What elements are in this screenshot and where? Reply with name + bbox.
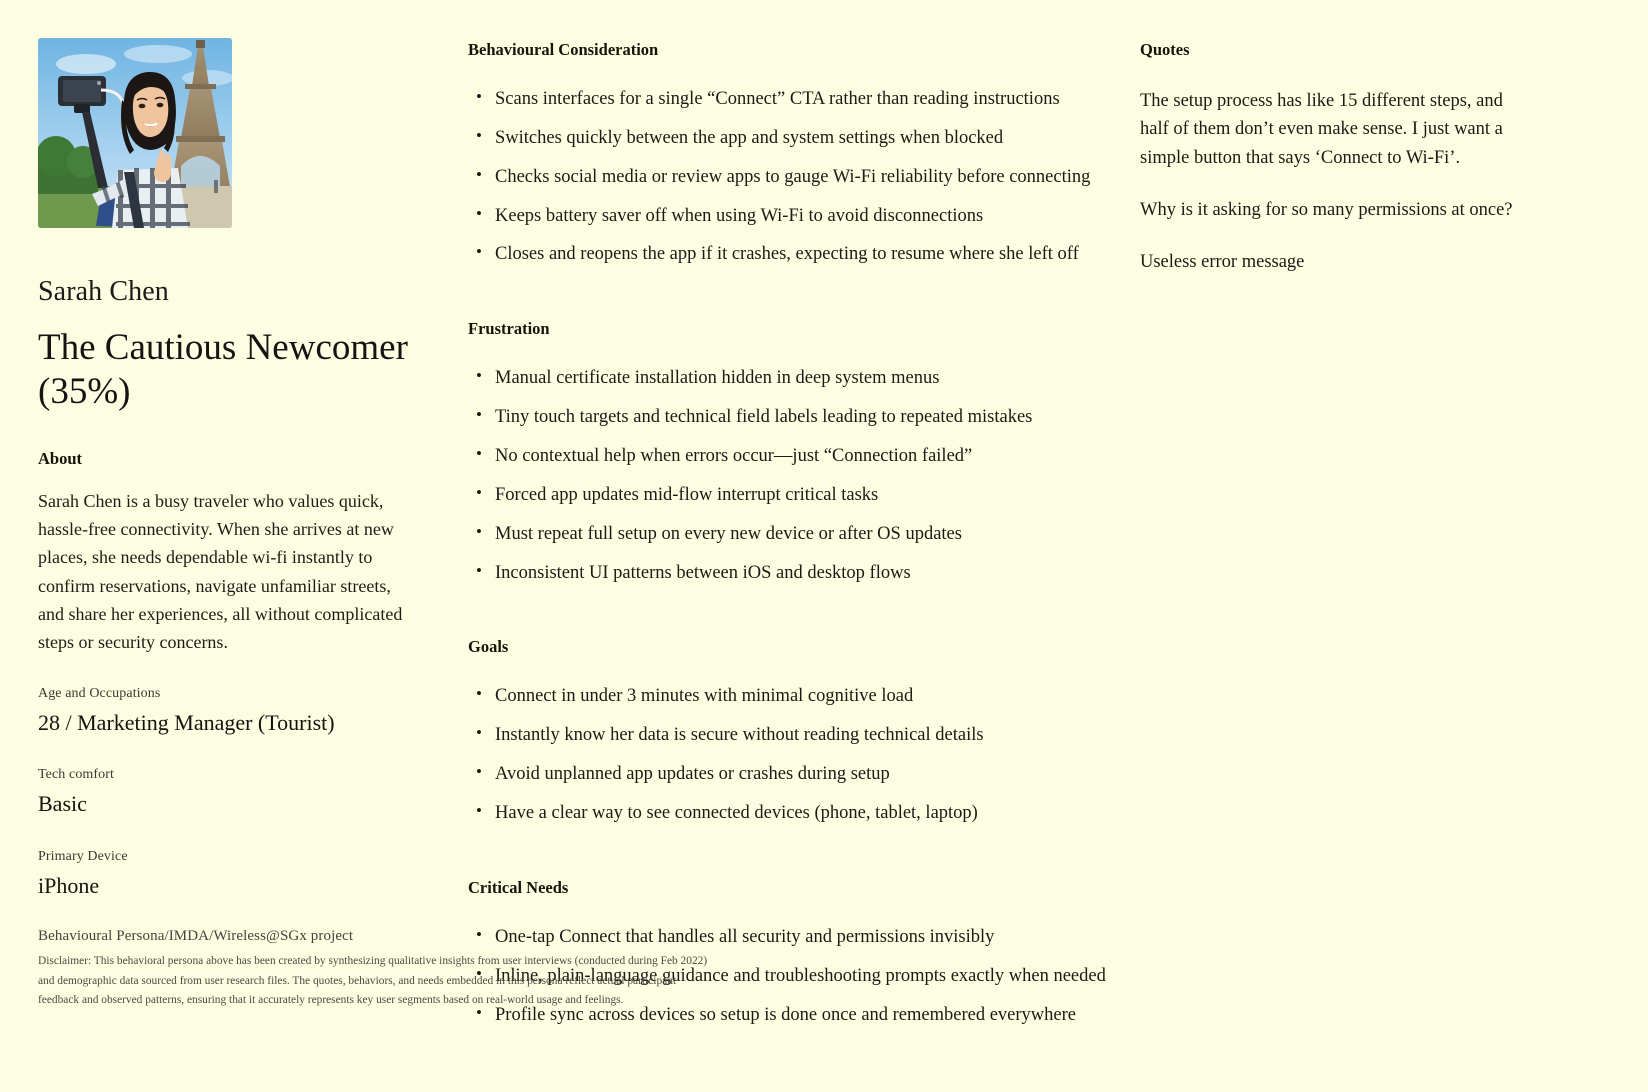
section-heading: Goals (468, 637, 509, 657)
section-goals (468, 637, 1108, 827)
field-label-primary-device: Primary Device (38, 848, 128, 864)
quote-item: Why is it asking for so many permissions at once? (1140, 199, 1513, 220)
section-spacer (468, 838, 1108, 878)
list-item: • Keeps battery saver off when using Wi-Fi to avoid disconnections (468, 202, 1108, 231)
list-item: • Avoid unplanned app updates or crashes during setup (468, 760, 1108, 789)
about-text: Sarah Chen is a busy traveler who values quick, hassle-free connectivity. When she arrives at new places, she needs dependable wi-fi instantly to confirm reservations, navigate unfamiliar streets, and share her experiences, all without complicated steps or security concerns. (38, 491, 403, 652)
quote-item: Useless error message (1140, 252, 1305, 273)
quote-item: The setup process has like 15 different steps, and half of them don’t even make sense. I just want a simple button that says ‘Connect to Wi-Fi’. (1140, 91, 1503, 168)
list-item: • Instantly know her data is secure without reading technical details (468, 721, 1108, 750)
bullet-list (468, 682, 1108, 827)
field-value-primary-device: iPhone (38, 872, 100, 898)
section-heading: Frustration (468, 319, 550, 339)
list-item: • Forced app updates mid-flow interrupt critical tasks (468, 481, 1108, 510)
section-heading: Behavioural Consideration (468, 40, 659, 59)
list-item: • Scans interfaces for a single “Connect” CTA rather than reading instructions (468, 85, 1108, 114)
list-item: • Checks social media or review apps to gauge Wi-Fi reliability before connecting (468, 163, 1108, 192)
field-value-age-occupation: 28 / Marketing Manager (Tourist) (38, 709, 335, 735)
field-label-tech-comfort: Tech comfort (38, 767, 115, 783)
list-item: • Switches quickly between the app and system settings when blocked (468, 124, 1108, 153)
persona-quotes-column (1140, 40, 1540, 276)
section-behavioural-consideration (468, 40, 1108, 269)
list-item: • Tiny touch targets and technical field labels leading to repeated mistakes (468, 403, 1108, 432)
list-item: • Must repeat full setup on every new device or after OS updates (468, 520, 1108, 549)
list-item: • Connect in under 3 minutes with minimal cognitive load (468, 682, 1108, 711)
field-tech-comfort (38, 767, 430, 819)
field-label-age-occupation: Age and Occupations (38, 685, 161, 701)
section-spacer (468, 279, 1108, 319)
quotes-heading: Quotes (1140, 40, 1190, 59)
persona-sidebar (38, 38, 430, 901)
list-item: • Closes and reopens the app if it crashes, expecting to resume where she left off (468, 240, 1108, 269)
section-heading: Critical Needs (468, 877, 569, 897)
persona-photo (38, 38, 232, 228)
list-item: • Manual certificate installation hidden in deep system menus (468, 364, 1108, 393)
section-frustration (468, 319, 1108, 587)
field-primary-device (38, 849, 430, 901)
bullet-list (468, 364, 1108, 587)
persona-main-content (468, 40, 1108, 1039)
section-spacer (468, 597, 1108, 637)
footer-disclaimer: Disclaimer: This behavioral persona above has been created by synthesizing qualitative insights from user interviews (conducted during Feb 2022) and demographic data sourced from user research files. The quotes, behaviors, and needs embedded in this persona reflect actual participant feedback and observed patterns, ensuring that it accurately represents key user segments based on real-world usage and feelings. (38, 955, 708, 1007)
field-value-tech-comfort: Basic (38, 791, 87, 817)
list-item: • Profile sync across devices so setup is done once and remembered everywhere (468, 1001, 1108, 1030)
list-item: • One-tap Connect that handles all security and permissions invisibly (468, 923, 1108, 952)
about-heading: About (38, 449, 83, 469)
list-item: • No contextual help when errors occur—just “Connection failed” (468, 442, 1108, 471)
bullet-list (468, 85, 1108, 269)
field-age-occupation (38, 686, 430, 738)
persona-photo-illustration (38, 38, 232, 228)
persona-name: Sarah Chen (38, 276, 169, 307)
persona-title: The Cautious Newcomer (35%) (38, 327, 408, 412)
list-item: • Have a clear way to see connected devices (phone, tablet, laptop) (468, 799, 1108, 828)
footer-project-line: Behavioural Persona/IMDA/Wireless@SGx project (38, 928, 354, 944)
list-item: • Inline, plain-language guidance and troubleshooting prompts exactly when needed (468, 962, 1108, 991)
list-item: • Inconsistent UI patterns between iOS and desktop flows (468, 559, 1108, 588)
